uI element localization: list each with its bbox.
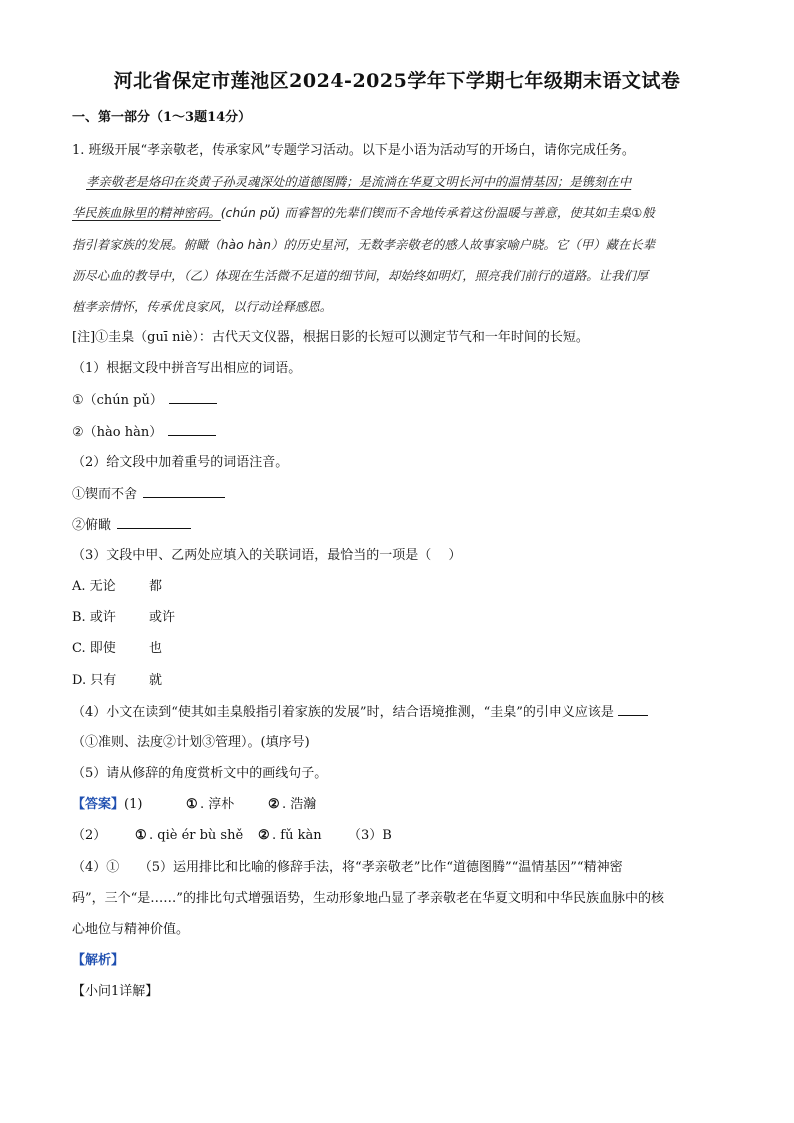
sub-question-4-line-1: [72, 703, 648, 722]
option-d-second: 就: [149, 673, 163, 688]
passage-line-2: [72, 203, 655, 221]
answer-1-circle-1: ①: [186, 797, 198, 812]
option-d: [72, 672, 163, 690]
sub2-item-b: [72, 516, 191, 535]
answer-blank[interactable]: [117, 516, 191, 529]
answer-2-circle-1: ①: [135, 828, 147, 843]
sub2-item-b-label: ②俯瞰: [72, 518, 112, 533]
sub1-item-b: [72, 423, 216, 442]
detail-label: 【小问1详解】: [72, 984, 159, 999]
option-c: [72, 640, 163, 658]
sub2-item-a-label: ①锲而不舍: [72, 487, 138, 502]
option-d-first: D. 只有: [72, 673, 117, 688]
answer-blank[interactable]: [169, 391, 217, 404]
page-title: 河北省保定市莲池区2024-2025学年下学期七年级期末语文试卷: [113, 70, 681, 92]
answer-blank[interactable]: [618, 703, 648, 716]
sub-question-5: （5）请从修辞的角度赏析文中的画线句子。: [72, 766, 328, 781]
option-c-first: C. 即使: [72, 641, 116, 656]
analysis-label: 【解析】: [72, 953, 125, 968]
sub2-item-a: [72, 485, 225, 504]
option-a: [72, 578, 163, 596]
option-b-second: 或许: [149, 610, 176, 625]
sub1-item-a-label: ①（chún pǔ）: [72, 393, 163, 408]
answer-1-circle-2: ②: [268, 797, 280, 812]
answer-blank[interactable]: [143, 485, 225, 498]
option-b: [72, 609, 176, 627]
option-b-first: B. 或许: [72, 610, 116, 625]
answer-2-value-2: . fǔ kàn: [272, 828, 322, 843]
answer-blank[interactable]: [168, 423, 216, 436]
answer-1-value-2: . 浩瀚: [282, 797, 317, 812]
answer-2-value-1: . qiè ér bù shě: [149, 828, 244, 843]
passage-line-3: 指引着家族的发展。俯瞰（hào hàn）的历史星河，无数孝亲敬老的感人故事家喻户晓。它（甲）藏在长辈: [72, 237, 656, 252]
answer-2-circle-2: ②: [258, 828, 270, 843]
underlined-sentence-end: 华民族血脉里的精神密码。: [72, 205, 221, 220]
sub-question-2: （2）给文段中加着重号的词语注音。: [72, 455, 289, 470]
answer-1-number: (1): [124, 797, 143, 812]
footnote: [注]①圭臬（guī niè）：古代天文仪器，根据日影的长短可以测定节气和一年时间的长短。: [72, 330, 589, 345]
answer-3-value: （3）B: [348, 828, 392, 843]
sub4-text: （4）小文在读到“使其如圭臬般指引着家族的发展”时，结合语境推测，“圭臬”的引申义应该是: [72, 705, 614, 720]
answer-line-1: [72, 796, 317, 814]
answer-1-value-1: . 淳朴: [200, 797, 235, 812]
section-heading: 一、第一部分（1～3题14分）: [72, 110, 252, 125]
sub-question-1: （1）根据文段中拼音写出相应的词语。: [72, 361, 302, 376]
sub-question-3: （3）文段中甲、乙两处应填入的关联词语，最恰当的一项是（ ）: [72, 548, 462, 563]
answer-line-2: [72, 827, 392, 845]
passage-line-2-rest: (chún pǔ) 而睿智的先辈们锲而不舍地传承着这份温暖与善意，使其如圭臬①般: [220, 205, 655, 220]
answer-label: 【答案】: [72, 797, 125, 812]
option-a-first: A. 无论: [72, 579, 116, 594]
answer-line-4: 码”，三个“是……”的排比句式增强语势，生动形象地凸显了孝亲敬老在华夏文明和中华民族血脉中的核: [72, 891, 664, 906]
answer-2-number: （2）: [72, 828, 107, 843]
sub1-item-b-label: ②（hào hàn）: [72, 425, 163, 440]
answer-line-5: 心地位与精神价值。: [72, 922, 190, 937]
question-1-intro: 1. 班级开展“孝亲敬老，传承家风”专题学习活动。以下是小语为活动写的开场白，请你完成任务。: [72, 143, 635, 158]
sub1-item-a: [72, 391, 217, 410]
passage-line-4: 沥尽心血的教导中，（乙）体现在生活微不足道的细节间，却始终如明灯，照亮我们前行的道路。让我们厚: [72, 268, 649, 283]
option-a-second: 都: [149, 579, 163, 594]
passage-line-5: 植孝亲情怀，传承优良家风，以行动诠释感恩。: [72, 299, 333, 314]
answer-line-3: （4）① （5）运用排比和比喻的修辞手法，将“孝亲敬老”比作“道德图腾”“温情基因”“精神密: [72, 860, 623, 875]
passage-line-1: 孝亲敬老是烙印在炎黄子孙灵魂深处的道德图腾；是流淌在华夏文明长河中的温情基因；是镌刻在中: [86, 174, 632, 189]
sub-question-4-line-2: （①准则、法度②计划③管理）。(填序号): [72, 735, 310, 750]
option-c-second: 也: [149, 641, 163, 656]
